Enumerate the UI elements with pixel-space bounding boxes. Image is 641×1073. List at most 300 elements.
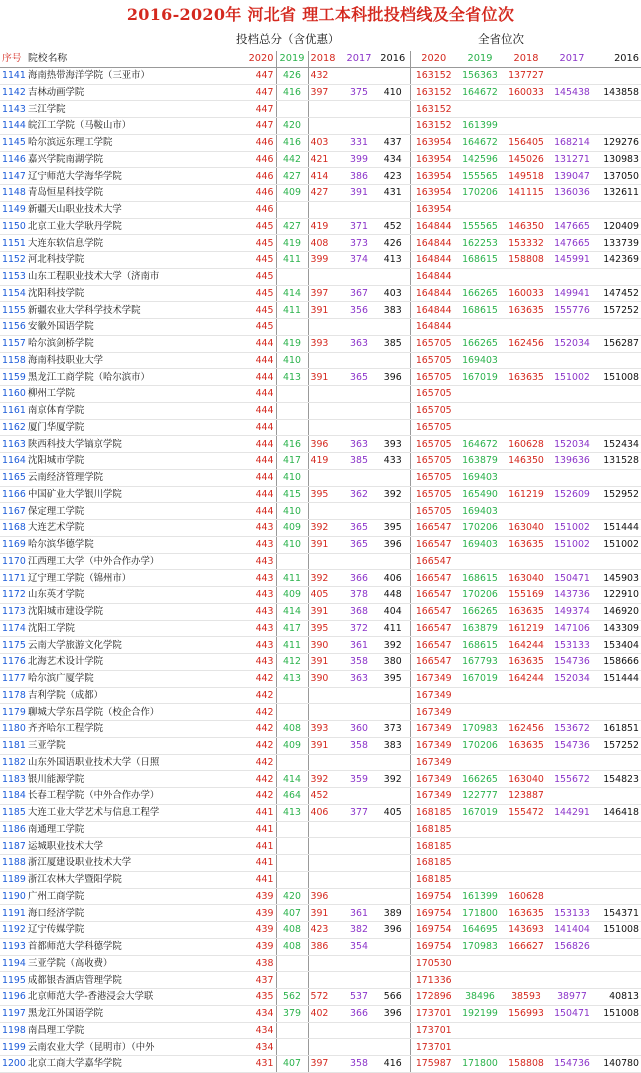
cell-score-2018: 391 — [308, 369, 342, 386]
cell-score-2017: 368 — [342, 603, 376, 620]
col-header-rank-2019: 2019 — [457, 51, 503, 67]
cell-rank-2020: 163152 — [410, 67, 457, 84]
cell-score-2019 — [276, 754, 308, 771]
cell-index: 1184 — [0, 788, 26, 805]
cell-score-2020: 438 — [244, 955, 276, 972]
cell-rank-2017 — [549, 201, 595, 218]
cell-rank-2019: 170206 — [457, 587, 503, 604]
cell-score-2016 — [376, 352, 410, 369]
table-row — [0, 319, 641, 336]
cell-rank-2018 — [503, 419, 549, 436]
cell-index: 1182 — [0, 754, 26, 771]
cell-rank-2020: 164844 — [410, 319, 457, 336]
cell-school-name: 聊城大学东昌学院（校企合作） — [26, 704, 244, 721]
cell-rank-2020: 163954 — [410, 134, 457, 151]
cell-rank-2020: 165705 — [410, 335, 457, 352]
cell-rank-2019 — [457, 821, 503, 838]
cell-rank-2019: 164672 — [457, 84, 503, 101]
cell-score-2019: 415 — [276, 486, 308, 503]
cell-rank-2016 — [595, 101, 641, 118]
cell-score-2016 — [376, 888, 410, 905]
cell-score-2018 — [308, 704, 342, 721]
cell-school-name: 嘉兴学院南湖学院 — [26, 151, 244, 168]
cell-score-2019: 413 — [276, 670, 308, 687]
cell-rank-2019 — [457, 402, 503, 419]
cell-rank-2016 — [595, 1022, 641, 1039]
cell-rank-2018 — [503, 821, 549, 838]
cell-score-2019: 411 — [276, 302, 308, 319]
cell-score-2019: 413 — [276, 369, 308, 386]
cell-score-2017 — [342, 67, 376, 84]
cell-rank-2016: 151008 — [595, 369, 641, 386]
cell-score-2016: 395 — [376, 520, 410, 537]
cell-score-2017: 386 — [342, 168, 376, 185]
cell-score-2016: 404 — [376, 603, 410, 620]
cell-school-name: 浙江农林大学暨阳学院 — [26, 871, 244, 888]
cell-score-2017: 358 — [342, 654, 376, 671]
cell-rank-2020: 163954 — [410, 168, 457, 185]
cell-index: 1163 — [0, 436, 26, 453]
cell-school-name: 哈尔滨远东理工学院 — [26, 134, 244, 151]
cell-rank-2016: 153404 — [595, 637, 641, 654]
col-header-score-2020: 2020 — [244, 51, 276, 67]
cell-score-2017: 373 — [342, 235, 376, 252]
cell-school-name: 海南科技职业大学 — [26, 352, 244, 369]
cell-score-2018 — [308, 201, 342, 218]
table-row — [0, 201, 641, 218]
cell-rank-2017: 154736 — [549, 1056, 595, 1073]
table-row — [0, 1022, 641, 1039]
cell-score-2019: 407 — [276, 905, 308, 922]
cell-rank-2020: 169754 — [410, 888, 457, 905]
cell-index: 1177 — [0, 670, 26, 687]
cell-school-name: 运城职业技术大学 — [26, 838, 244, 855]
cell-rank-2016 — [595, 503, 641, 520]
cell-index: 1192 — [0, 922, 26, 939]
table-row — [0, 168, 641, 185]
cell-score-2019: 411 — [276, 570, 308, 587]
cell-index: 1156 — [0, 319, 26, 336]
cell-index: 1187 — [0, 838, 26, 855]
cell-score-2018: 403 — [308, 134, 342, 151]
cell-rank-2018 — [503, 955, 549, 972]
cell-score-2020: 442 — [244, 704, 276, 721]
cell-rank-2020: 165705 — [410, 486, 457, 503]
cell-rank-2016: 158666 — [595, 654, 641, 671]
cell-score-2018: 392 — [308, 520, 342, 537]
cell-rank-2017 — [549, 821, 595, 838]
cell-index: 1175 — [0, 637, 26, 654]
cell-score-2018 — [308, 469, 342, 486]
cell-score-2020: 443 — [244, 603, 276, 620]
cell-rank-2016 — [595, 268, 641, 285]
cell-score-2020: 443 — [244, 520, 276, 537]
cell-score-2018 — [308, 553, 342, 570]
cell-score-2016: 406 — [376, 570, 410, 587]
cell-score-2020: 439 — [244, 905, 276, 922]
cell-rank-2019: 166265 — [457, 771, 503, 788]
table-row — [0, 905, 641, 922]
cell-score-2016 — [376, 955, 410, 972]
cell-index: 1164 — [0, 453, 26, 470]
cell-rank-2016: 137050 — [595, 168, 641, 185]
cell-score-2018 — [308, 955, 342, 972]
cell-rank-2018: 163635 — [503, 905, 549, 922]
cell-rank-2017: 152034 — [549, 436, 595, 453]
cell-rank-2020: 167349 — [410, 721, 457, 738]
cell-rank-2020: 166547 — [410, 570, 457, 587]
cell-school-name: 厦门华厦学院 — [26, 419, 244, 436]
table-row — [0, 335, 641, 352]
table-row — [0, 503, 641, 520]
cell-score-2017 — [342, 1039, 376, 1056]
cell-score-2017: 359 — [342, 771, 376, 788]
cell-rank-2017 — [549, 386, 595, 403]
cell-index: 1158 — [0, 352, 26, 369]
cell-rank-2017: 156826 — [549, 938, 595, 955]
cell-score-2016 — [376, 201, 410, 218]
cell-score-2016 — [376, 855, 410, 872]
col-header-score-2019: 2019 — [276, 51, 308, 67]
cell-rank-2020: 164844 — [410, 285, 457, 302]
cell-rank-2017 — [549, 553, 595, 570]
col-header-index: 序号 — [0, 51, 26, 67]
cell-index: 1148 — [0, 185, 26, 202]
cell-score-2017: 375 — [342, 84, 376, 101]
cell-score-2019: 420 — [276, 888, 308, 905]
cell-score-2020: 442 — [244, 788, 276, 805]
cell-rank-2020: 165705 — [410, 419, 457, 436]
cell-score-2016 — [376, 788, 410, 805]
cell-school-name: 南京体育学院 — [26, 402, 244, 419]
cell-score-2016 — [376, 268, 410, 285]
cell-rank-2020: 170530 — [410, 955, 457, 972]
cell-score-2018: 393 — [308, 721, 342, 738]
cell-score-2018 — [308, 386, 342, 403]
cell-score-2017 — [342, 101, 376, 118]
cell-index: 1172 — [0, 587, 26, 604]
cell-score-2018: 572 — [308, 989, 342, 1006]
table-row — [0, 402, 641, 419]
cell-rank-2017 — [549, 855, 595, 872]
cell-school-name: 新疆天山职业技术大学 — [26, 201, 244, 218]
cell-score-2018 — [308, 503, 342, 520]
cell-score-2019 — [276, 419, 308, 436]
cell-rank-2020: 165705 — [410, 469, 457, 486]
cell-score-2016 — [376, 402, 410, 419]
table-row — [0, 285, 641, 302]
cell-score-2020: 441 — [244, 804, 276, 821]
cell-index: 1153 — [0, 268, 26, 285]
cell-rank-2019: 166265 — [457, 285, 503, 302]
cell-rank-2020: 171336 — [410, 972, 457, 989]
cell-score-2019: 419 — [276, 235, 308, 252]
cell-rank-2018: 162456 — [503, 335, 549, 352]
cell-score-2018: 395 — [308, 486, 342, 503]
cell-rank-2020: 163954 — [410, 151, 457, 168]
cell-rank-2019: 167793 — [457, 654, 503, 671]
cell-score-2020: 439 — [244, 938, 276, 955]
cell-score-2018: 423 — [308, 922, 342, 939]
cell-score-2016 — [376, 503, 410, 520]
cell-score-2018 — [308, 1039, 342, 1056]
cell-rank-2017: 150471 — [549, 570, 595, 587]
cell-index: 1197 — [0, 1005, 26, 1022]
cell-score-2020: 444 — [244, 335, 276, 352]
table-row — [0, 637, 641, 654]
table-row — [0, 804, 641, 821]
cell-rank-2018: 163635 — [503, 302, 549, 319]
cell-score-2020: 446 — [244, 185, 276, 202]
cell-rank-2020: 166547 — [410, 620, 457, 637]
cell-school-name: 安徽外国语学院 — [26, 319, 244, 336]
cell-rank-2016: 151008 — [595, 1005, 641, 1022]
cell-index: 1183 — [0, 771, 26, 788]
cell-score-2019 — [276, 871, 308, 888]
cell-rank-2019: 167019 — [457, 804, 503, 821]
cell-score-2020: 439 — [244, 922, 276, 939]
cell-rank-2020: 169754 — [410, 922, 457, 939]
cell-school-name: 辽宁传媒学院 — [26, 922, 244, 939]
cell-rank-2020: 165705 — [410, 369, 457, 386]
cell-rank-2019 — [457, 687, 503, 704]
cell-index: 1200 — [0, 1056, 26, 1073]
cell-score-2020: 441 — [244, 838, 276, 855]
cell-rank-2016 — [595, 888, 641, 905]
cell-rank-2016 — [595, 754, 641, 771]
cell-rank-2018: 166627 — [503, 938, 549, 955]
cell-score-2016: 433 — [376, 453, 410, 470]
cell-rank-2018: 143693 — [503, 922, 549, 939]
cell-score-2016 — [376, 386, 410, 403]
cell-score-2017: 366 — [342, 570, 376, 587]
cell-school-name: 南昌理工学院 — [26, 1022, 244, 1039]
cell-rank-2017: 154736 — [549, 737, 595, 754]
cell-school-name: 吉林动画学院 — [26, 84, 244, 101]
cell-rank-2016: 147452 — [595, 285, 641, 302]
table-row — [0, 118, 641, 135]
cell-index: 1154 — [0, 285, 26, 302]
cell-school-name: 辽宁师范大学海华学院 — [26, 168, 244, 185]
cell-rank-2019: 161399 — [457, 118, 503, 135]
cell-score-2016 — [376, 1022, 410, 1039]
cell-score-2020: 444 — [244, 419, 276, 436]
cell-rank-2018 — [503, 469, 549, 486]
cell-score-2020: 443 — [244, 620, 276, 637]
cell-score-2017: 367 — [342, 285, 376, 302]
cell-score-2018 — [308, 419, 342, 436]
cell-score-2019: 414 — [276, 603, 308, 620]
cell-school-name: 山东外国语职业技术大学（日照 — [26, 754, 244, 771]
cell-rank-2018 — [503, 1039, 549, 1056]
cell-rank-2016: 161851 — [595, 721, 641, 738]
cell-score-2020: 445 — [244, 302, 276, 319]
cell-school-name: 北京师范大学-香港浸会大学联 — [26, 989, 244, 1006]
cell-rank-2020: 175987 — [410, 1056, 457, 1073]
cell-score-2020: 444 — [244, 486, 276, 503]
cell-rank-2017: 149941 — [549, 285, 595, 302]
score-group-header: 投档总分（含优惠） — [236, 32, 340, 46]
col-header-rank-2017: 2017 — [549, 51, 595, 67]
cell-rank-2016 — [595, 704, 641, 721]
cell-score-2019 — [276, 1022, 308, 1039]
cell-score-2017 — [342, 704, 376, 721]
table-row — [0, 453, 641, 470]
cell-rank-2019 — [457, 553, 503, 570]
cell-index: 1174 — [0, 620, 26, 637]
cell-rank-2020: 168185 — [410, 821, 457, 838]
cell-school-name: 浙江厦建设职业技术大学 — [26, 855, 244, 872]
cell-rank-2018: 158808 — [503, 1056, 549, 1073]
cell-score-2019: 416 — [276, 134, 308, 151]
table-row — [0, 754, 641, 771]
cell-score-2019: 412 — [276, 654, 308, 671]
cell-rank-2019: 142596 — [457, 151, 503, 168]
cell-rank-2020: 166547 — [410, 603, 457, 620]
cell-score-2019 — [276, 101, 308, 118]
cell-score-2019 — [276, 972, 308, 989]
cell-score-2020: 443 — [244, 654, 276, 671]
cell-rank-2017: 145991 — [549, 252, 595, 269]
cell-score-2017 — [342, 855, 376, 872]
cell-rank-2017: 149374 — [549, 603, 595, 620]
cell-score-2020: 443 — [244, 587, 276, 604]
cell-rank-2017: 38977 — [549, 989, 595, 1006]
cell-score-2016: 393 — [376, 436, 410, 453]
cell-rank-2018: 153332 — [503, 235, 549, 252]
cell-rank-2016: 151444 — [595, 520, 641, 537]
cell-rank-2017: 151002 — [549, 520, 595, 537]
cell-rank-2020: 163152 — [410, 101, 457, 118]
cell-rank-2020: 167349 — [410, 788, 457, 805]
cell-rank-2016: 143858 — [595, 84, 641, 101]
cell-rank-2016: 157252 — [595, 737, 641, 754]
cell-rank-2016 — [595, 469, 641, 486]
cell-index: 1157 — [0, 335, 26, 352]
cell-rank-2019 — [457, 268, 503, 285]
cell-score-2016: 423 — [376, 168, 410, 185]
cell-rank-2016: 157252 — [595, 302, 641, 319]
cell-score-2020: 443 — [244, 570, 276, 587]
cell-index: 1170 — [0, 553, 26, 570]
cell-score-2020: 444 — [244, 436, 276, 453]
cell-score-2016: 413 — [376, 252, 410, 269]
cell-score-2020: 447 — [244, 67, 276, 84]
cell-rank-2017 — [549, 871, 595, 888]
cell-rank-2017: 136036 — [549, 185, 595, 202]
cell-score-2016 — [376, 704, 410, 721]
cell-score-2020: 446 — [244, 134, 276, 151]
cell-rank-2019 — [457, 419, 503, 436]
cell-rank-2020: 163954 — [410, 185, 457, 202]
cell-rank-2016: 143309 — [595, 620, 641, 637]
cell-index: 1151 — [0, 235, 26, 252]
cell-rank-2018: 163635 — [503, 737, 549, 754]
cell-score-2019: 409 — [276, 737, 308, 754]
cell-rank-2016 — [595, 319, 641, 336]
cell-score-2017: 362 — [342, 486, 376, 503]
cell-rank-2019: 169403 — [457, 536, 503, 553]
cell-score-2016 — [376, 1039, 410, 1056]
cell-rank-2017: 151002 — [549, 369, 595, 386]
cell-score-2020: 445 — [244, 218, 276, 235]
table-body — [0, 67, 641, 1072]
cell-score-2016: 380 — [376, 654, 410, 671]
cell-rank-2020: 168185 — [410, 871, 457, 888]
cell-rank-2020: 166547 — [410, 587, 457, 604]
cell-rank-2019: 168615 — [457, 570, 503, 587]
cell-score-2017: 365 — [342, 520, 376, 537]
cell-index: 1196 — [0, 989, 26, 1006]
cell-score-2019: 414 — [276, 771, 308, 788]
data-table — [0, 51, 641, 1073]
cell-rank-2017: 153672 — [549, 721, 595, 738]
table-row — [0, 386, 641, 403]
cell-score-2016 — [376, 101, 410, 118]
cell-score-2016 — [376, 469, 410, 486]
cell-score-2020: 434 — [244, 1022, 276, 1039]
cell-score-2016 — [376, 553, 410, 570]
cell-index: 1149 — [0, 201, 26, 218]
cell-rank-2016: 122910 — [595, 587, 641, 604]
table-row — [0, 989, 641, 1006]
cell-score-2018 — [308, 352, 342, 369]
cell-score-2018 — [308, 838, 342, 855]
table-row — [0, 185, 641, 202]
cell-score-2020: 444 — [244, 469, 276, 486]
cell-rank-2018: 160628 — [503, 436, 549, 453]
cell-school-name: 哈尔滨剑桥学院 — [26, 335, 244, 352]
cell-rank-2020: 167349 — [410, 704, 457, 721]
cell-score-2018: 452 — [308, 788, 342, 805]
cell-score-2020: 444 — [244, 503, 276, 520]
cell-rank-2020: 166547 — [410, 637, 457, 654]
table-row — [0, 436, 641, 453]
cell-rank-2018 — [503, 754, 549, 771]
cell-score-2017 — [342, 503, 376, 520]
cell-rank-2016: 152434 — [595, 436, 641, 453]
cell-rank-2017: 139636 — [549, 453, 595, 470]
cell-score-2017 — [342, 788, 376, 805]
table-row — [0, 352, 641, 369]
col-header-score-2016: 2016 — [376, 51, 410, 67]
cell-score-2017: 358 — [342, 1056, 376, 1073]
cell-school-name: 三亚学院（高收费） — [26, 955, 244, 972]
cell-rank-2020: 164844 — [410, 268, 457, 285]
cell-rank-2019: 169403 — [457, 503, 503, 520]
cell-rank-2018: 156405 — [503, 134, 549, 151]
cell-score-2019: 408 — [276, 922, 308, 939]
cell-rank-2018: 155472 — [503, 804, 549, 821]
cell-rank-2017: 152034 — [549, 335, 595, 352]
cell-school-name: 云南农业大学（昆明市）（中外 — [26, 1039, 244, 1056]
cell-school-name: 山东工程职业技术大学（济南市 — [26, 268, 244, 285]
cell-score-2018: 432 — [308, 67, 342, 84]
cell-index: 1146 — [0, 151, 26, 168]
cell-rank-2016: 133739 — [595, 235, 641, 252]
cell-score-2018: 391 — [308, 737, 342, 754]
cell-rank-2019 — [457, 754, 503, 771]
cell-rank-2019 — [457, 386, 503, 403]
table-row — [0, 134, 641, 151]
cell-rank-2017 — [549, 838, 595, 855]
cell-rank-2018: 145026 — [503, 151, 549, 168]
cell-rank-2019: 192199 — [457, 1005, 503, 1022]
cell-rank-2018 — [503, 101, 549, 118]
cell-school-name: 中国矿业大学银川学院 — [26, 486, 244, 503]
cell-score-2017: 374 — [342, 252, 376, 269]
cell-rank-2016 — [595, 972, 641, 989]
